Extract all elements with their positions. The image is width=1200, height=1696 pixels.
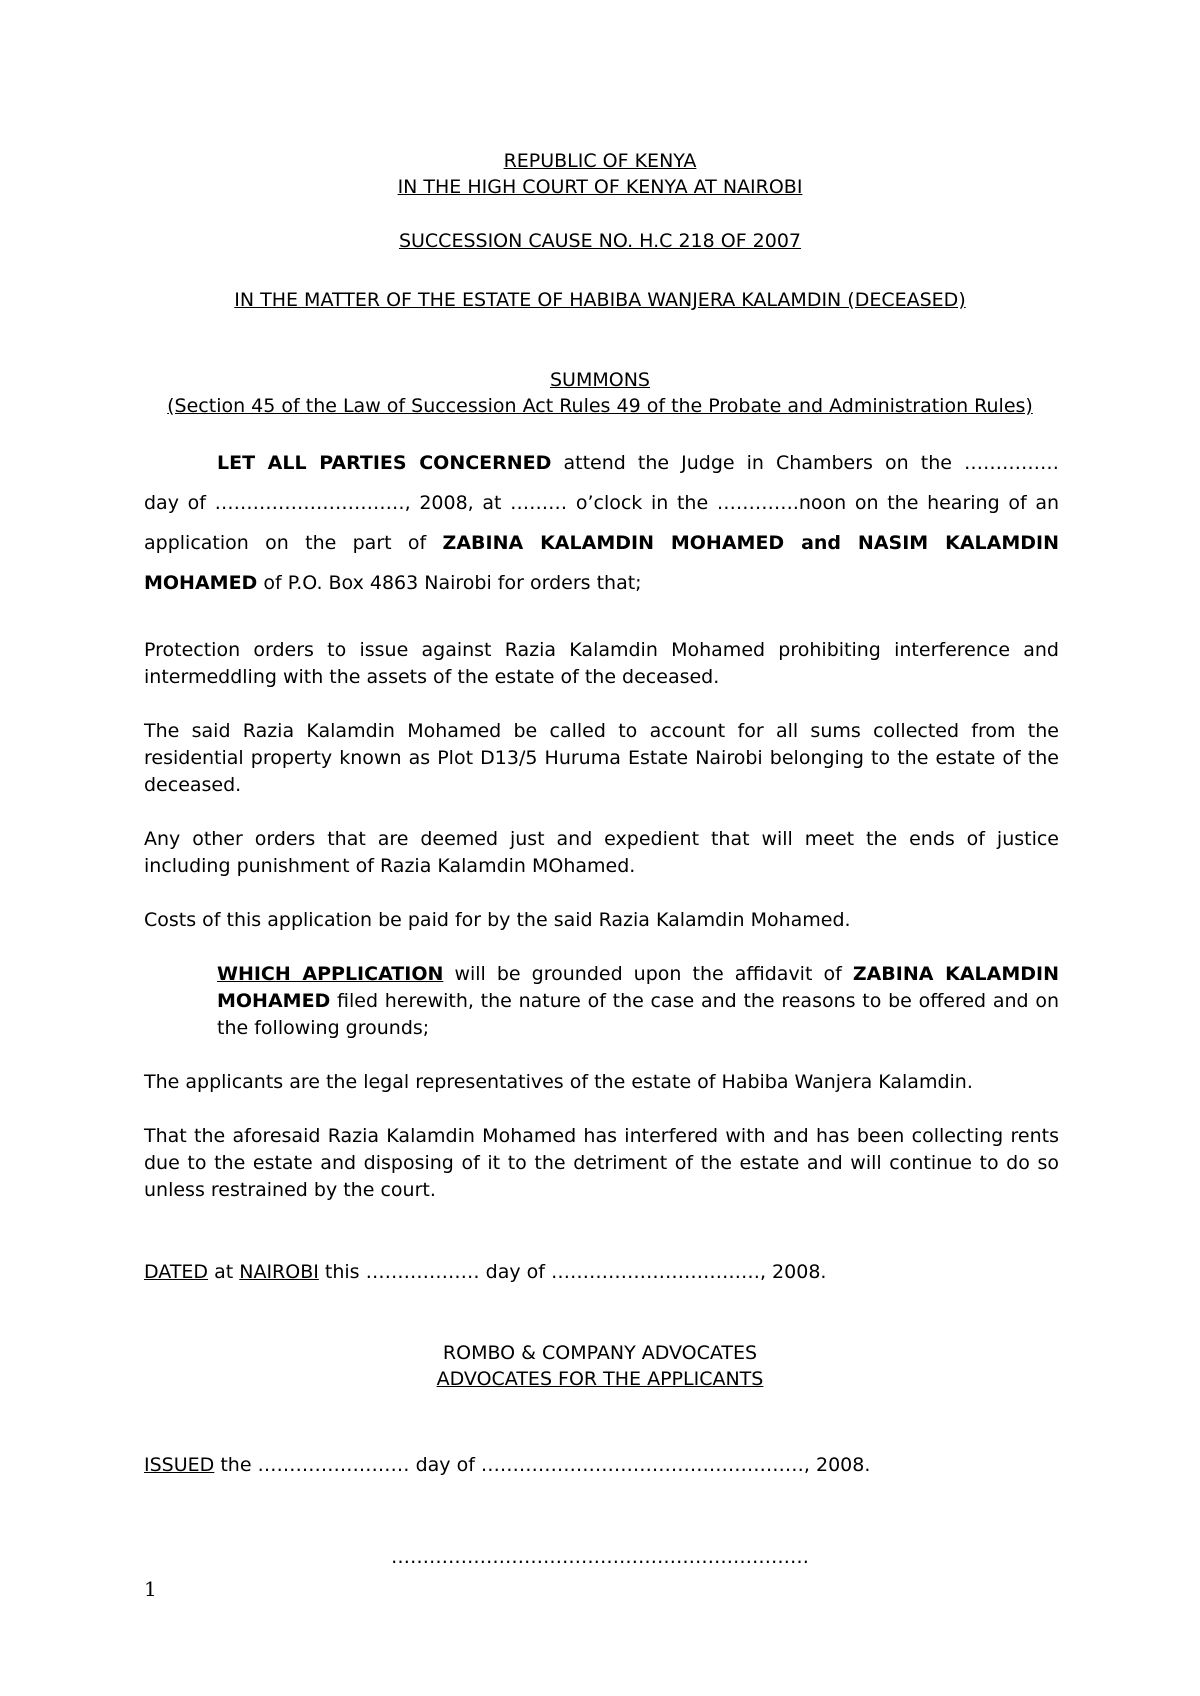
grounds-intro-rest: filed herewith, the nature of the case and the reasons to be offered and on the following grounds; — [217, 990, 1059, 1039]
intro-line-3 — [144, 523, 1059, 563]
applicant-names: ZABINA KALAMDIN MOHAMED and NASIM KALAMDIN — [442, 532, 1059, 554]
dated-place: NAIROBI — [239, 1261, 319, 1283]
court-heading: IN THE HIGH COURT OF KENYA AT NAIROBI — [397, 176, 803, 198]
matter-heading: IN THE MATTER OF THE ESTATE OF HABIBA WANJERA KALAMDIN (DECEASED) — [234, 289, 966, 311]
intro-line-1 — [144, 443, 1059, 483]
grounds-intro-mid: will be grounded upon the affidavit of — [443, 963, 853, 985]
summons-title: SUMMONS — [550, 369, 650, 391]
dated-label: DATED — [144, 1261, 209, 1283]
intro-line-2: day of …………………………, 2008, at ……… o’clock in the ………….noon on the hearing of an — [144, 492, 1059, 514]
issued-rest: the …………………… day of ……………………………………………, 2008. — [214, 1454, 871, 1476]
intro-line-1-rest: attend the Judge in Chambers on the …………… — [551, 452, 1059, 474]
ground-1: The applicants are the legal representatives of the estate of Habiba Wanjera Kalamdin. — [144, 1071, 973, 1093]
order-1: Protection orders to issue against Razia Kalamdin Mohamed prohibiting interference and intermeddling with the assets of the estate of the deceased. — [144, 639, 1059, 688]
republic-heading: REPUBLIC OF KENYA — [503, 150, 697, 172]
which-application-label: WHICH APPLICATION — [217, 963, 444, 985]
issued-label: ISSUED — [144, 1454, 215, 1476]
advocates-firm: ROMBO & COMPANY ADVOCATES — [442, 1342, 758, 1364]
dated-line — [144, 1259, 1059, 1286]
dated-at: at — [208, 1261, 240, 1283]
issued-line — [144, 1452, 1059, 1479]
intro-line-4-rest: of P.O. Box 4863 Nairobi for orders that; — [257, 572, 642, 594]
applicant-surname: MOHAMED — [144, 572, 258, 594]
order-3: Any other orders that are deemed just and expedient that will meet the ends of justice including punishment of Razia Kalamdin MOhamed. — [144, 828, 1059, 877]
ground-2: That the aforesaid Razia Kalamdin Mohamed has interfered with and has been collecting rents due to the estate and disposing of it to the detriment of the estate and will continue to do so unless restrained by the court. — [144, 1125, 1059, 1201]
dated-rest: this ……………… day of ……………………………, 2008. — [318, 1261, 827, 1283]
order-4: Costs of this application be paid for by the said Razia Kalamdin Mohamed. — [144, 909, 851, 931]
intro-lead: LET ALL PARTIES CONCERNED — [217, 452, 552, 474]
page-number: 1 — [144, 1577, 157, 1601]
intro-paragraph — [144, 443, 1059, 603]
grounds-intro — [217, 961, 1059, 1042]
affidavit-name: ZABINA KALAMDIN MOHAMED — [217, 963, 1059, 1012]
summons-subtitle: (Section 45 of the Law of Succession Act Rules 49 of the Probate and Administration Rules) — [167, 395, 1033, 417]
cause-number: SUCCESSION CAUSE NO. H.C 218 OF 2007 — [398, 230, 802, 252]
intro-line-3-pre: application on the part of — [144, 532, 443, 554]
order-2: The said Razia Kalamdin Mohamed be called to account for all sums collected from the residential property known as Plot D13/5 Huruma Estate Nairobi belonging to the estate of the deceased. — [144, 720, 1059, 796]
intro-line-4 — [144, 563, 1059, 603]
signature-line: ………………………………………………………… — [391, 1546, 809, 1568]
advocates-role: ADVOCATES FOR THE APPLICANTS — [436, 1368, 764, 1390]
